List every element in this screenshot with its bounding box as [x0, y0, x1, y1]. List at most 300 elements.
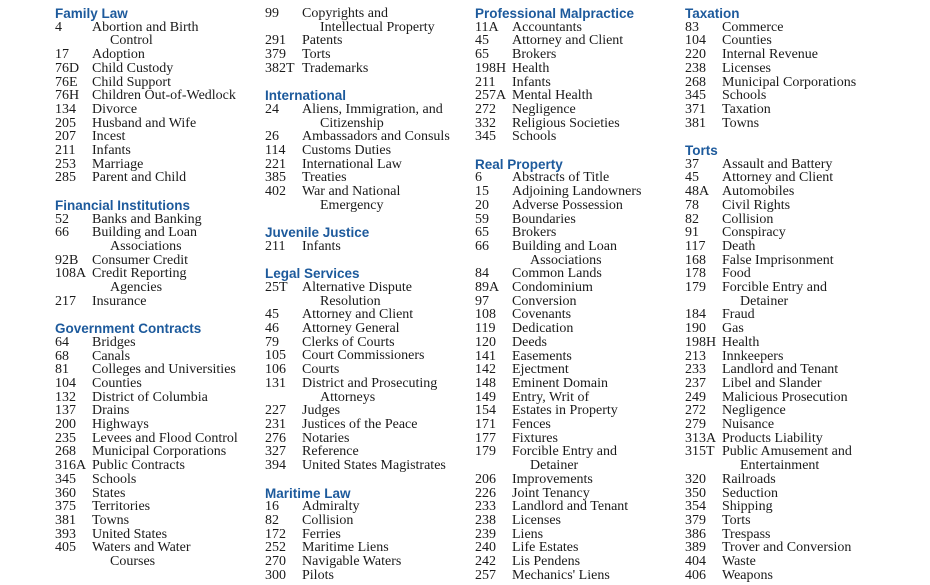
entry-title-line: Maritime Liens	[302, 540, 389, 556]
entry-number: 104	[685, 33, 706, 49]
entry-title-line: Brokers	[512, 47, 557, 63]
index-entry	[475, 445, 675, 472]
entry-number: 257	[475, 567, 496, 583]
entry-number: 272	[475, 101, 496, 117]
entry-title	[722, 541, 885, 555]
entry-title	[302, 418, 465, 432]
entry-title-line: Divorce	[92, 101, 138, 117]
entry-title-line: Conspiracy	[722, 225, 786, 241]
entry-title	[722, 267, 885, 281]
entry-number: 379	[685, 512, 706, 528]
entry-title	[92, 158, 255, 172]
entry-number: 198H	[475, 60, 507, 76]
entry-title-line: Mental Health	[512, 88, 593, 104]
entry-title-line: Resolution	[320, 293, 381, 309]
index-entry	[685, 363, 885, 377]
entry-title-line: Schools	[722, 88, 767, 104]
entry-title-line: Taxation	[722, 101, 771, 117]
section-heading: Real Property	[475, 156, 563, 172]
entry-title	[722, 34, 885, 48]
entry-title	[302, 103, 465, 130]
index-entry	[685, 350, 885, 364]
index-entry	[55, 144, 255, 158]
entry-title-line: Banks and Banking	[92, 211, 202, 227]
entry-title	[512, 555, 675, 569]
entry-title-line: Negligence	[722, 403, 786, 419]
entry-title	[722, 487, 885, 501]
entry-title	[512, 473, 675, 487]
entry-title	[512, 295, 675, 309]
entry-title-line: Collision	[302, 512, 354, 528]
index-entry	[475, 281, 675, 295]
entry-number: 316A	[55, 458, 87, 474]
entry-number: 149	[475, 389, 496, 405]
entry-number: 45	[265, 307, 279, 323]
index-entry	[265, 569, 465, 583]
index-entry	[475, 308, 675, 322]
index-entry	[685, 240, 885, 254]
entry-title-line: Building and Loan	[512, 238, 617, 254]
index-entry	[55, 336, 255, 350]
entry-title	[512, 487, 675, 501]
entry-title-line: Pilots	[302, 567, 334, 583]
section-spacer	[265, 254, 465, 268]
index-entry	[265, 158, 465, 172]
entry-title-line: Ferries	[302, 526, 341, 542]
entry-title-line: District of Columbia	[92, 389, 208, 405]
entry-number: 134	[55, 101, 76, 117]
entry-number: 137	[55, 403, 76, 419]
entry-title	[92, 254, 255, 268]
entry-title	[92, 445, 255, 459]
section	[55, 308, 255, 568]
entry-title-line: Mechanics' Liens	[512, 567, 610, 583]
entry-title	[722, 350, 885, 364]
index-entry	[265, 144, 465, 158]
index-entry	[475, 322, 675, 336]
entry-number: 276	[265, 430, 286, 446]
entry-title-line: Emergency	[320, 197, 384, 213]
section	[55, 185, 255, 308]
entry-number: 114	[265, 143, 286, 158]
index-entry	[475, 185, 675, 199]
entry-title	[512, 418, 675, 432]
entry-number: 381	[685, 115, 706, 131]
entry-title	[302, 240, 465, 254]
entry-number: 108	[475, 307, 496, 323]
entry-number: 65	[475, 47, 489, 63]
index-entry	[475, 213, 675, 227]
entry-number: 76E	[55, 74, 78, 90]
entry-title	[722, 322, 885, 336]
entry-title	[92, 404, 255, 418]
entry-title-line: Credit Reporting	[92, 266, 187, 282]
entry-title-line: Licenses	[512, 512, 561, 528]
entry-number: 235	[55, 430, 76, 446]
entry-number: 179	[475, 444, 496, 460]
entry-number: 315T	[685, 444, 715, 460]
entry-title-line: Torts	[302, 47, 331, 63]
entry-title	[512, 62, 675, 76]
index-entry	[475, 103, 675, 117]
entry-number: 268	[55, 444, 76, 460]
entry-title-line: Attorney General	[302, 321, 400, 337]
entry-number: 402	[265, 184, 286, 200]
entry-number: 25T	[265, 279, 288, 295]
index-entry	[55, 377, 255, 391]
entry-number: 184	[685, 307, 706, 323]
index-entry	[265, 48, 465, 62]
index-entry	[475, 130, 675, 144]
index-entry	[55, 459, 255, 473]
entry-title-line: Dedication	[512, 321, 574, 337]
entry-number: 16	[265, 499, 279, 515]
entry-title	[722, 281, 885, 308]
entry-number: 253	[55, 156, 76, 172]
section-heading: International	[265, 88, 347, 104]
entry-title	[512, 21, 675, 35]
index-entry	[475, 48, 675, 62]
index-entry	[685, 34, 885, 48]
entry-title-line: Drains	[92, 403, 130, 419]
entry-number: 142	[475, 362, 496, 378]
entry-title-line: Territories	[92, 499, 151, 515]
entry-title	[722, 308, 885, 322]
entry-title	[722, 171, 885, 185]
entry-title	[512, 226, 675, 240]
entry-title	[302, 363, 465, 377]
section	[475, 7, 675, 144]
entry-title	[722, 199, 885, 213]
entry-title-line: Notaries	[302, 430, 350, 446]
entry-title-line: Common Lands	[512, 266, 602, 282]
index-entry	[265, 349, 465, 363]
entry-number: 375	[55, 499, 76, 515]
entry-title	[302, 322, 465, 336]
index-entry	[685, 213, 885, 227]
entry-title-line: Public Contracts	[92, 458, 185, 474]
section	[55, 7, 255, 185]
entry-title	[512, 89, 675, 103]
index-entry	[685, 48, 885, 62]
entry-number: 45	[685, 170, 699, 186]
index-entry	[685, 89, 885, 103]
entry-title-line: Waters and Water	[92, 540, 191, 556]
index-entry	[475, 541, 675, 555]
entry-title-line: Collision	[722, 211, 774, 227]
entry-title	[722, 185, 885, 199]
index-entry	[475, 391, 675, 405]
entry-title	[722, 363, 885, 377]
entry-title-line: Health	[722, 334, 760, 350]
entry-title-line: Ambassadors and Consuls	[302, 129, 450, 145]
entry-title-line: Improvements	[512, 471, 593, 487]
entry-number: 46	[265, 321, 279, 337]
index-entry	[475, 473, 675, 487]
entry-number: 394	[265, 458, 286, 474]
entry-title	[512, 48, 675, 62]
entry-number: 242	[475, 554, 496, 570]
entry-number: 64	[55, 334, 69, 350]
entry-number: 257A	[475, 88, 507, 104]
entry-title	[722, 445, 885, 472]
index-entry	[55, 295, 255, 309]
entry-title	[512, 363, 675, 377]
entry-number: 239	[475, 526, 496, 542]
entry-title	[302, 445, 465, 459]
entry-title-line: Infants	[302, 238, 341, 254]
entry-title	[302, 432, 465, 446]
entry-title	[92, 21, 255, 48]
index-entry	[475, 171, 675, 185]
section-heading: Maritime Law	[265, 485, 351, 501]
entry-title	[512, 432, 675, 446]
entry-title-line: Child Custody	[92, 60, 174, 76]
index-entry	[265, 432, 465, 446]
entry-title-line: Trespass	[722, 526, 771, 542]
entry-title	[92, 487, 255, 501]
entry-title	[92, 267, 255, 294]
entry-title	[302, 62, 465, 76]
section	[265, 473, 465, 583]
entry-title-line: Bridges	[92, 334, 136, 350]
entry-title-line: Aliens, Immigration, and	[302, 101, 443, 117]
entry-title	[512, 336, 675, 350]
entry-title-line: False Imprisonment	[722, 252, 834, 268]
entry-title-line: Condominium	[512, 280, 593, 296]
entry-title	[512, 500, 675, 514]
entry-title	[722, 473, 885, 487]
index-entry	[475, 363, 675, 377]
entry-title	[92, 459, 255, 473]
entry-title-line: Libel and Slander	[722, 375, 822, 391]
index-entry	[685, 76, 885, 90]
entry-title-line: Children Out-of-Wedlock	[92, 88, 236, 104]
entry-title-line: Incest	[92, 129, 126, 145]
index-entry	[475, 240, 675, 267]
entry-title	[92, 541, 255, 568]
index-entry	[55, 171, 255, 185]
index-entry	[55, 117, 255, 131]
entry-number: 217	[55, 293, 76, 309]
index-entry	[475, 350, 675, 364]
index-entry	[55, 432, 255, 446]
index-entry	[475, 569, 675, 583]
entry-title-line: Parent and Child	[92, 170, 187, 186]
entry-title	[302, 459, 465, 473]
entry-title	[722, 377, 885, 391]
entry-title-line: Malicious Prosecution	[722, 389, 848, 405]
entry-title	[512, 514, 675, 528]
index-entry	[475, 432, 675, 446]
entry-title	[302, 569, 465, 583]
entry-title-line: Shipping	[722, 499, 773, 515]
entry-title	[512, 103, 675, 117]
entry-title	[92, 76, 255, 90]
column-4	[685, 7, 885, 582]
index-entry	[685, 336, 885, 350]
index-entry	[475, 295, 675, 309]
section	[475, 144, 675, 582]
entry-title	[722, 89, 885, 103]
entry-title-line: Adjoining Landowners	[512, 184, 642, 200]
entry-number: 371	[685, 101, 706, 117]
entry-number: 238	[685, 60, 706, 76]
entry-title-line: United States Magistrates	[302, 458, 446, 474]
entry-title	[722, 391, 885, 405]
entry-title-line: Landlord and Tenant	[512, 499, 629, 515]
entry-title-line: Civil Rights	[722, 197, 791, 213]
entry-title-line: Attorney and Client	[512, 33, 624, 49]
index-entry	[475, 377, 675, 391]
entry-title	[92, 171, 255, 185]
entry-title-line: Customs Duties	[302, 143, 392, 158]
entry-number: 66	[475, 238, 489, 254]
entry-title	[302, 500, 465, 514]
entry-title-line: Entertainment	[740, 458, 820, 474]
entry-title	[92, 418, 255, 432]
index-entry	[685, 514, 885, 528]
section-heading: Torts	[685, 143, 718, 158]
index-entry	[475, 117, 675, 131]
index-entry	[265, 171, 465, 185]
index-entry	[685, 418, 885, 432]
entry-title	[92, 363, 255, 377]
entry-title	[722, 336, 885, 350]
section-spacer	[475, 144, 675, 158]
index-entry	[265, 240, 465, 254]
entry-title-line: Adverse Possession	[512, 197, 623, 213]
section-heading: Professional Malpractice	[475, 6, 635, 21]
entry-title-line: Licenses	[722, 60, 771, 76]
entry-number: 327	[265, 444, 286, 460]
entry-number: 382T	[265, 60, 295, 76]
entry-title	[722, 528, 885, 542]
entry-title-line: Agencies	[110, 280, 163, 296]
entry-title-line: Towns	[92, 512, 130, 528]
entry-title	[302, 528, 465, 542]
index-entry	[265, 418, 465, 432]
section-heading: Juvenile Justice	[265, 225, 370, 241]
entry-title-line: Health	[512, 60, 550, 76]
index-entry	[475, 89, 675, 103]
entry-number: 105	[265, 348, 286, 364]
index-entry	[265, 336, 465, 350]
index-entry	[685, 117, 885, 131]
index-entry	[475, 418, 675, 432]
entry-title-line: Waste	[722, 554, 756, 570]
entry-title-line: Consumer Credit	[92, 252, 189, 268]
entry-number: 119	[475, 321, 496, 337]
entry-number: 320	[685, 471, 706, 487]
entry-number: 345	[475, 129, 496, 145]
column-1	[55, 7, 255, 569]
entry-title	[92, 48, 255, 62]
entry-number: 211	[265, 238, 286, 254]
index-entry	[55, 514, 255, 528]
entry-title-line: Religious Societies	[512, 115, 620, 131]
entry-number: 79	[265, 334, 279, 350]
entry-title-line: Navigable Waters	[302, 554, 402, 569]
index-entry	[265, 130, 465, 144]
entry-number: 404	[685, 554, 706, 570]
index-entry	[55, 404, 255, 418]
entry-number: 221	[265, 156, 286, 172]
entry-title	[512, 377, 675, 391]
entry-title-line: Negligence	[512, 101, 576, 117]
index-entry	[55, 528, 255, 542]
entry-title-line: Schools	[512, 129, 557, 145]
entry-title-line: Courses	[110, 554, 156, 570]
entry-title	[722, 240, 885, 254]
index-entry	[55, 48, 255, 62]
entry-number: 200	[55, 417, 76, 433]
entry-title-line: Levees and Flood Control	[92, 430, 238, 446]
section	[685, 130, 885, 582]
index-entry	[685, 308, 885, 322]
entry-title	[302, 171, 465, 185]
entry-title	[722, 158, 885, 172]
index-entry	[265, 377, 465, 404]
index-entry	[55, 21, 255, 48]
entry-number: 177	[475, 430, 496, 446]
entry-number: 68	[55, 348, 69, 364]
entry-number: 141	[475, 348, 496, 364]
entry-title-line: Automobiles	[722, 184, 795, 200]
index-entry	[55, 363, 255, 377]
entry-title-line: Attorney and Client	[302, 307, 414, 323]
entry-number: 45	[475, 33, 489, 49]
entry-number: 26	[265, 129, 279, 145]
index-entry	[475, 500, 675, 514]
entry-title-line: Attorneys	[320, 389, 376, 405]
index-entry	[475, 487, 675, 501]
entry-title	[302, 377, 465, 404]
entry-number: 270	[265, 554, 286, 569]
entry-title	[722, 500, 885, 514]
entry-number: 206	[475, 471, 496, 487]
entry-title-line: Counties	[92, 375, 142, 391]
entry-title-line: Liens	[512, 526, 544, 542]
index-entry	[55, 226, 255, 253]
entry-title-line: Control	[110, 33, 153, 49]
entry-title-line: Deeds	[512, 334, 547, 350]
entry-title-line: Colleges and Universities	[92, 362, 236, 378]
entry-title	[512, 308, 675, 322]
entry-title-line: Conversion	[512, 293, 577, 309]
entry-title	[512, 76, 675, 90]
entry-number: 211	[475, 74, 496, 90]
entry-title	[722, 514, 885, 528]
index-entry	[265, 62, 465, 76]
section-spacer	[265, 76, 465, 90]
entry-title-line: Public Amusement and	[722, 444, 852, 460]
entry-title-line: Products Liability	[722, 430, 823, 446]
entry-title	[302, 130, 465, 144]
entry-title-line: Forcible Entry and	[722, 280, 827, 296]
entry-number: 179	[685, 280, 706, 296]
entry-title-line: Treaties	[302, 170, 347, 186]
entry-title-line: District and Prosecuting	[302, 375, 438, 391]
entry-title-line: Torts	[722, 512, 751, 528]
index-entry	[685, 541, 885, 555]
index-entry	[685, 185, 885, 199]
entry-title	[92, 295, 255, 309]
section-spacer	[55, 185, 255, 199]
entry-number: 379	[265, 47, 286, 63]
entry-title-line: International Law	[302, 156, 402, 172]
entry-number: 205	[55, 115, 76, 131]
